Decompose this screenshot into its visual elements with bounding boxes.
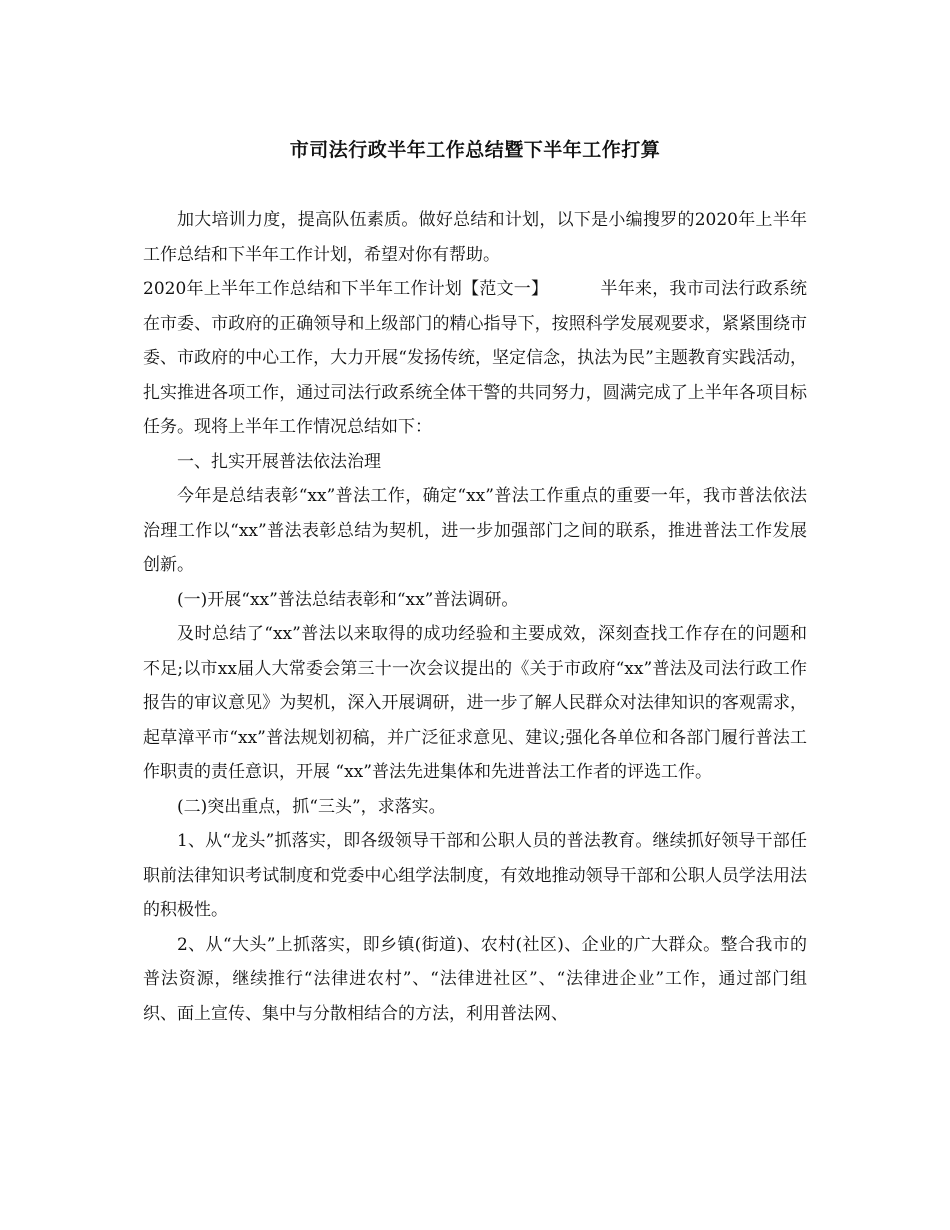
intro-paragraph: 加大培训力度，提高队伍素质。做好总结和计划，以下是小编搜罗的2020年上半年工作总结和下半年工作计划，希望对你有帮助。	[143, 210, 807, 265]
sample-paragraph	[143, 272, 807, 445]
summary-intro-text: 半年来，我市司法行政系统在市委、市政府的正确领导和上级部门的精心指导下，按照科学发展观要求，紧紧围绕市委、市政府的中心工作，大力开展“发扬传统，坚定信念，执法为民”主题教育实践活动，扎实推进各项工作，通过司法行政系统全体干警的共同努力，圆满完成了上半年各项目标任务。现将上半年工作情况总结如下：	[143, 279, 808, 437]
sample-heading: 2020年上半年工作总结和下半年工作计划【范文一】	[143, 279, 549, 299]
subheading-1: (一)开展“xx”普法总结表彰和“xx”普法调研。	[177, 589, 519, 610]
paragraph-summary-research: 及时总结了“xx”普法以来取得的成功经验和主要成效，深刻查找工作存在的问题和不足;以市xx届人大常委会第三十一次会议提出的《关于市政府“xx”普法及司法行政工作报告的审议意见》为契机，深入开展调研，进一步了解人民群众对法律知识的客观需求，起草漳平市“xx”普法规划初稿，并广泛征求意见、建议;强化各单位和各部门履行普法工作职责的责任意识，开展 “xx”普法先进集体和先进普法工作者的评选工作。	[143, 624, 807, 782]
list-item-2: 2、从“大头”上抓落实，即乡镇(街道)、农村(社区)、企业的广大群众。整合我市的普法资源，继续推行“法律进农村”、“法律进社区”、“法律进企业”工作，通过部门组织、面上宣传、集中与分散相结合的方法，利用普法网、	[143, 934, 807, 1024]
paragraph-law-governance: 今年是总结表彰“xx”普法工作，确定“xx”普法工作重点的重要一年，我市普法依法治理工作以“xx”普法表彰总结为契机，进一步加强部门之间的联系，推进普法工作发展创新。	[143, 486, 807, 575]
section-heading-1: 一、扎实开展普法依法治理	[177, 451, 381, 472]
document-title: 市司法行政半年工作总结暨下半年工作打算	[289, 139, 661, 161]
list-item-1: 1、从“龙头”抓落实，即各级领导干部和公职人员的普法教育。继续抓好领导干部任职前法律知识考试制度和党委中心组学法制度，有效地推动领导干部和公职人员学法用法的积极性。	[143, 831, 807, 920]
subheading-2: (二)突出重点，抓“三头”，求落实。	[177, 796, 446, 817]
document-body	[143, 203, 807, 1031]
